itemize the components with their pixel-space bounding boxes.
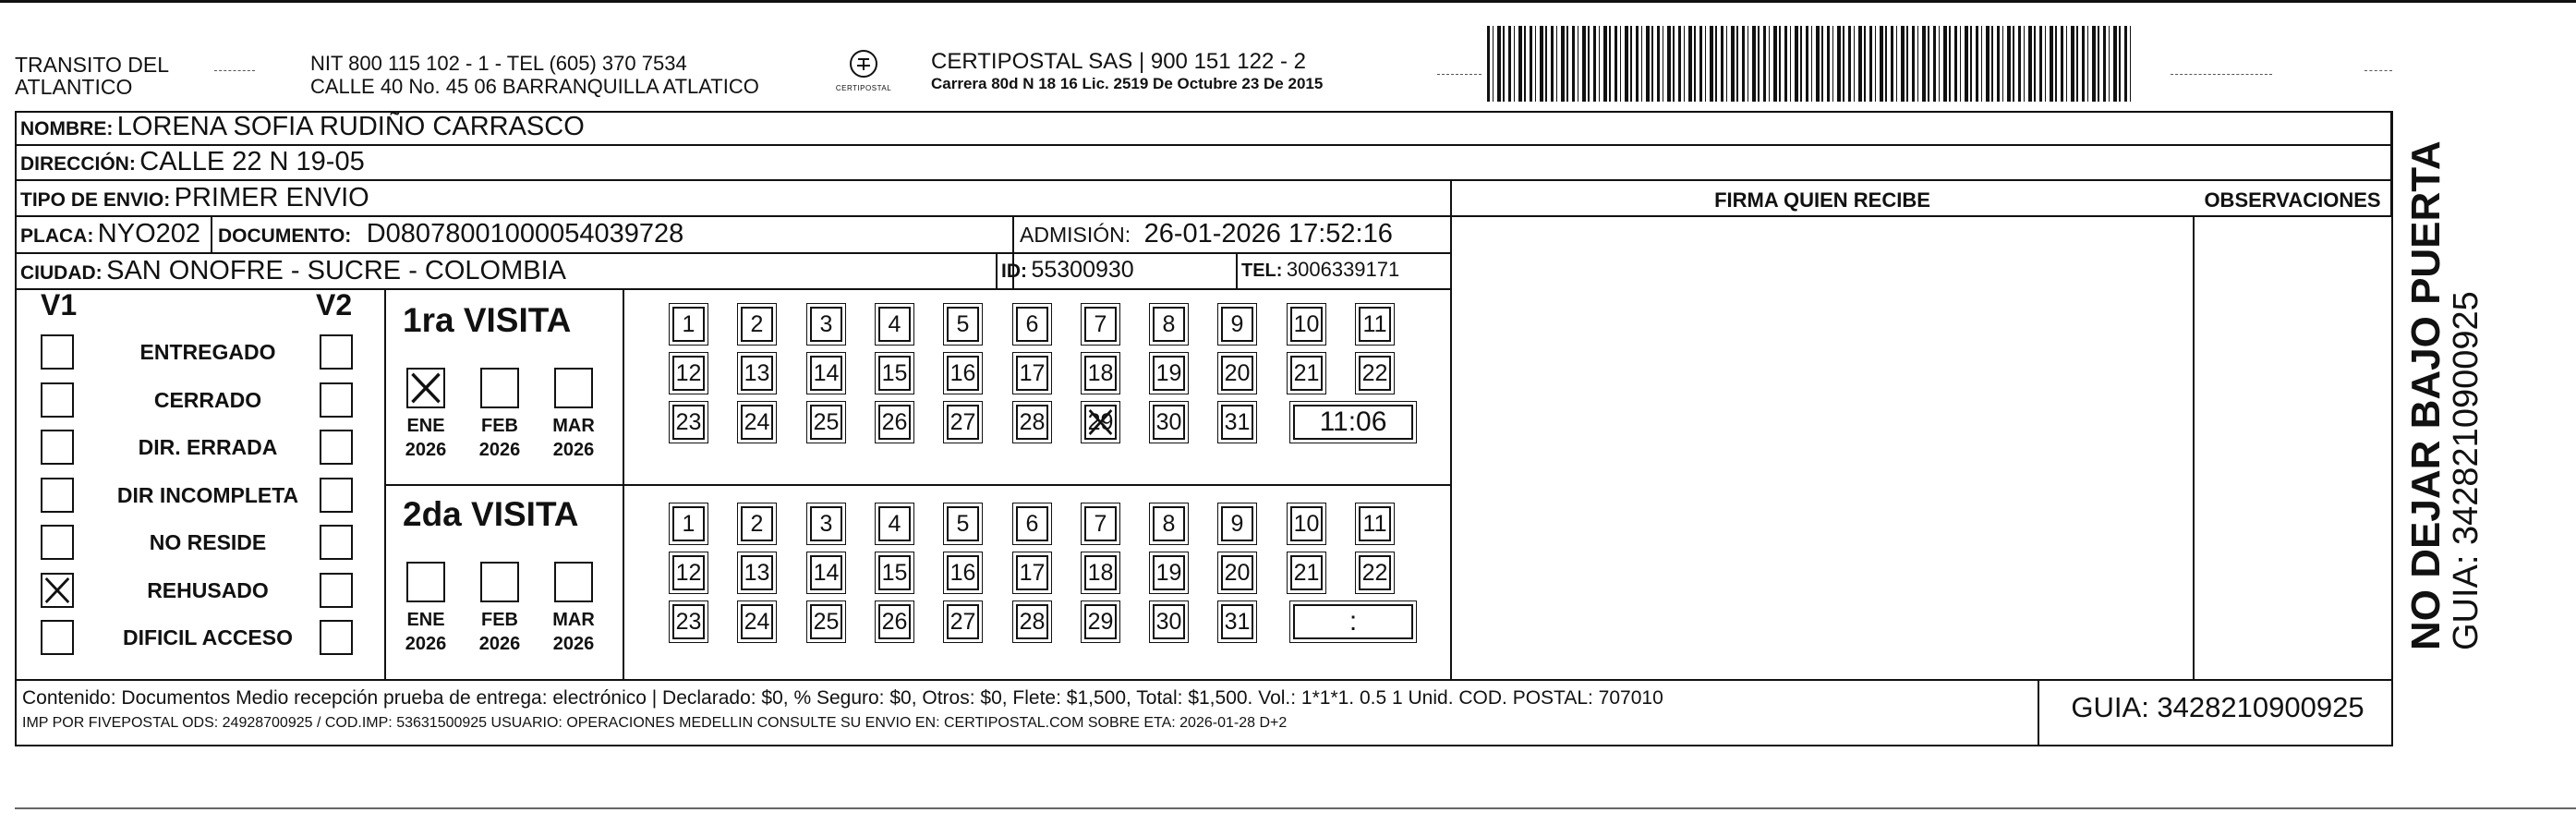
visit1-day-mark	[1086, 406, 1115, 438]
visit2-time-box[interactable]: :	[1293, 604, 1413, 639]
id-row	[1001, 257, 1134, 284]
direccion-row	[20, 147, 365, 177]
visit1-day-box[interactable]: 11	[1359, 307, 1391, 342]
visit2-month-checkbox[interactable]	[406, 562, 445, 602]
observaciones-header: OBSERVACIONES	[2204, 188, 2381, 212]
ciudad-label: CIUDAD:	[20, 262, 103, 284]
placa-row	[20, 219, 200, 249]
courier-logo	[831, 48, 896, 100]
visit1-day-box[interactable]: 29	[1084, 405, 1117, 440]
status-label: DIR INCOMPLETA	[116, 483, 299, 507]
visit2-month-year: 2026	[478, 634, 521, 654]
sender-name	[15, 54, 169, 98]
visit2-day-box[interactable]: 6	[1016, 506, 1048, 541]
visit1-month-checkbox[interactable]	[480, 368, 519, 408]
visit1-month-year: 2026	[552, 440, 595, 460]
visit2-day-box[interactable]: 16	[947, 555, 979, 590]
visit2-day-box[interactable]: 29	[1084, 604, 1117, 639]
visit2-month-name: MAR	[552, 610, 595, 630]
visit2-day-box[interactable]: 30	[1153, 604, 1185, 639]
visit1-day-box[interactable]: 15	[878, 356, 911, 391]
sender-name-line1: TRANSITO DEL	[15, 53, 169, 77]
status-v2-checkbox[interactable]	[320, 525, 353, 560]
direccion-value: CALLE 22 N 19-05	[139, 147, 365, 176]
status-label: CERRADO	[153, 388, 262, 412]
visit2-day-box[interactable]: 19	[1153, 555, 1185, 590]
visit1-day-box[interactable]: 25	[810, 405, 842, 440]
courier-logo-icon	[845, 48, 882, 79]
status-v2-checkbox[interactable]	[320, 620, 353, 655]
visit1-month-label	[473, 414, 526, 462]
placa-label: PLACA:	[20, 225, 94, 247]
visit1-day-box[interactable]: 6	[1016, 307, 1048, 342]
visit1-month-year: 2026	[478, 440, 521, 460]
visit2-day-box[interactable]: 8	[1153, 506, 1185, 541]
tipo-envio-label: TIPO DE ENVIO:	[20, 189, 171, 211]
documento-row	[218, 219, 683, 249]
footer-guia-box: GUIA: 3428210900925	[2071, 691, 2364, 723]
tel-value: 3006339171	[1286, 258, 1400, 281]
visit1-day-box[interactable]: 30	[1153, 405, 1185, 440]
visit1-day-box[interactable]: 1	[672, 307, 705, 342]
courier-name: CERTIPOSTAL SAS | 900 151 122 - 2	[931, 49, 1306, 74]
visit2-month-name: FEB	[481, 610, 518, 630]
sender-nit: NIT 800 115 102 - 1 - TEL (605) 370 7534	[310, 52, 687, 75]
visit1-day-box[interactable]: 14	[810, 356, 842, 391]
visit2-month-checkbox[interactable]	[554, 562, 593, 602]
visit1-day-box[interactable]: 5	[947, 307, 979, 342]
visit1-day-box[interactable]: 8	[1153, 307, 1185, 342]
visit1-month-name: MAR	[552, 416, 595, 436]
visit1-day-box[interactable]: 20	[1221, 356, 1253, 391]
documento-value: D08078001000054039728	[366, 219, 684, 249]
visit1-month-checkbox[interactable]	[406, 368, 445, 408]
visit1-day-box[interactable]: 19	[1153, 356, 1185, 391]
tipo-envio-row	[20, 183, 369, 213]
visit2-day-box[interactable]: 28	[1016, 604, 1048, 639]
visit2-month-label	[547, 608, 600, 656]
visit2-day-box[interactable]: 24	[741, 604, 773, 639]
visit1-day-box[interactable]: 23	[672, 405, 705, 440]
admision-row	[1020, 219, 1393, 249]
visit1-month-name: FEB	[481, 416, 518, 436]
visit2-day-box[interactable]: 26	[878, 604, 911, 639]
side-text-line2: GUIA: 3428210900925	[2447, 291, 2485, 650]
sender-address: CALLE 40 No. 45 06 BARRANQUILLA ATLATICO	[310, 75, 759, 98]
direccion-label: DIRECCIÓN:	[20, 153, 136, 175]
visit2-day-box[interactable]: 17	[1016, 555, 1048, 590]
visit2-month-name: ENE	[406, 610, 445, 630]
status-v1-checkbox[interactable]	[41, 478, 74, 513]
visit2-day-box[interactable]: 15	[878, 555, 911, 590]
v1-header: V1	[41, 288, 78, 321]
visit1-month-year: 2026	[405, 440, 447, 460]
visit2-day-box[interactable]: 7	[1084, 506, 1117, 541]
visit1-month-label	[547, 414, 600, 462]
visit2-day-box[interactable]: 3	[810, 506, 842, 541]
status-v2-checkbox[interactable]	[320, 478, 353, 513]
visit1-day-box[interactable]: 18	[1084, 356, 1117, 391]
visit2-day-box[interactable]: 9	[1221, 506, 1253, 541]
status-v1-checkbox[interactable]	[41, 382, 74, 418]
nombre-label: NOMBRE:	[20, 118, 114, 140]
tipo-envio-value: PRIMER ENVIO	[174, 183, 369, 212]
visit2-day-box[interactable]: 4	[878, 506, 911, 541]
v2-header: V2	[316, 288, 353, 321]
visit1-day-box[interactable]: 26	[878, 405, 911, 440]
visit2-day-box[interactable]: 18	[1084, 555, 1117, 590]
side-text-line1: NO DEJAR BAJO PUERTA	[2403, 140, 2449, 650]
status-label: NO RESIDE	[149, 530, 267, 554]
visit1-day-box[interactable]: 10	[1290, 307, 1323, 342]
visit1-day-box[interactable]: 16	[947, 356, 979, 391]
status-v2-checkbox[interactable]	[320, 573, 353, 608]
visit2-day-box[interactable]: 22	[1359, 555, 1391, 590]
footer-contenido: Contenido: Documentos Medio recepción prueba de entrega: electrónico | Declarado: $0, % Seguro: $0, Otros: $0, Flete: $1,500, Total: $1,500. Vol.: 1*1*1. 0.5 1 Unid. COD. POSTAL: 707010	[22, 687, 1663, 709]
visit2-day-box[interactable]: 20	[1221, 555, 1253, 590]
tel-row	[1241, 258, 1399, 282]
barcode	[1487, 26, 2134, 102]
visit2-month-year: 2026	[552, 634, 595, 654]
visit1-day-box[interactable]: 27	[947, 405, 979, 440]
visit2-day-box[interactable]: 12	[672, 555, 705, 590]
visit2-day-box[interactable]: 2	[741, 506, 773, 541]
status-v2-checkbox[interactable]	[320, 382, 353, 418]
courier-address: Carrera 80d N 18 16 Lic. 2519 De Octubre 23 De 2015	[931, 75, 1324, 92]
admision-value: 26-01-2026 17:52:16	[1143, 219, 1393, 249]
visit1-month-label	[399, 414, 453, 462]
visit1-day-box[interactable]: 17	[1016, 356, 1048, 391]
id-label: ID:	[1001, 261, 1027, 282]
visit2-day-box[interactable]: 11	[1359, 506, 1391, 541]
visit1-day-box[interactable]: 7	[1084, 307, 1117, 342]
sender-info	[310, 52, 759, 98]
status-v1-checkbox[interactable]	[41, 430, 74, 465]
visit2-day-box[interactable]: 13	[741, 555, 773, 590]
visit1-day-box[interactable]: 9	[1221, 307, 1253, 342]
status-v2-checkbox[interactable]	[320, 430, 353, 465]
visit1-title: 1ra VISITA	[403, 301, 572, 339]
id-value: 55300930	[1031, 257, 1134, 283]
visit1-month-checkbox[interactable]	[554, 368, 593, 408]
status-v2-checkbox[interactable]	[320, 334, 353, 370]
status-v1-checkbox[interactable]	[41, 620, 74, 655]
visit2-month-checkbox[interactable]	[480, 562, 519, 602]
visit2-day-box[interactable]: 21	[1290, 555, 1323, 590]
nombre-value: LORENA SOFIA RUDIÑO CARRASCO	[116, 112, 585, 141]
visit1-month-name: ENE	[406, 416, 445, 436]
status-v1-checkbox[interactable]	[41, 525, 74, 560]
visit1-day-box[interactable]: 28	[1016, 405, 1048, 440]
visit2-day-box[interactable]: 27	[947, 604, 979, 639]
visit1-day-box[interactable]: 24	[741, 405, 773, 440]
visit2-month-label	[399, 608, 453, 656]
status-v1-checkbox[interactable]	[41, 573, 74, 608]
admision-label: ADMISIÓN:	[1020, 223, 1131, 247]
visit1-day-box[interactable]: 21	[1290, 356, 1323, 391]
visit1-day-box[interactable]: 3	[810, 307, 842, 342]
status-label: ENTREGADO	[139, 340, 276, 364]
visit2-month-label	[473, 608, 526, 656]
status-label: DIR. ERRADA	[138, 435, 278, 459]
status-label: DIFICIL ACCESO	[122, 625, 293, 649]
footer-imp-line: IMP POR FIVEPOSTAL ODS: 24928700925 / COD.IMP: 53631500925 USUARIO: OPERACIONES MEDELLIN CONSULTE SU ENVIO EN: CERTIPOSTAL.COM SOBRE ETA: 2026-01-28 D+2	[22, 715, 1288, 731]
visit1-day-box[interactable]: 31	[1221, 405, 1253, 440]
courier-info	[931, 50, 1323, 94]
sender-name-line2: ATLANTICO	[15, 75, 133, 99]
side-text	[2405, 96, 2485, 650]
visit2-day-box[interactable]: 31	[1221, 604, 1253, 639]
status-v1-checkbox[interactable]	[41, 334, 74, 370]
visit1-day-box[interactable]: 4	[878, 307, 911, 342]
visit2-day-box[interactable]: 14	[810, 555, 842, 590]
visit2-day-box[interactable]: 5	[947, 506, 979, 541]
status-label: REHUSADO	[147, 578, 269, 602]
visit2-day-box[interactable]: 10	[1290, 506, 1323, 541]
placa-value: NYO202	[97, 219, 201, 249]
visit2-month-year: 2026	[405, 634, 447, 654]
visit2-day-box[interactable]: 25	[810, 604, 842, 639]
visit1-day-box[interactable]: 12	[672, 356, 705, 391]
tel-label: TEL:	[1241, 261, 1283, 281]
nombre-row	[20, 112, 585, 142]
courier-logo-text: CERTIPOSTAL	[835, 84, 892, 92]
ciudad-value: SAN ONOFRE - SUCRE - COLOMBIA	[106, 256, 566, 285]
visit1-day-box[interactable]: 2	[741, 307, 773, 342]
visit1-time-box[interactable]: 11:06	[1293, 405, 1413, 440]
visit1-day-box[interactable]: 22	[1359, 356, 1391, 391]
firma-header: FIRMA QUIEN RECIBE	[1714, 188, 1930, 212]
ciudad-row	[20, 256, 566, 286]
visit2-title: 2da VISITA	[403, 495, 579, 533]
visit2-day-box[interactable]: 23	[672, 604, 705, 639]
visit1-day-box[interactable]: 13	[741, 356, 773, 391]
documento-label: DOCUMENTO:	[218, 225, 352, 247]
visit2-day-box[interactable]: 1	[672, 506, 705, 541]
